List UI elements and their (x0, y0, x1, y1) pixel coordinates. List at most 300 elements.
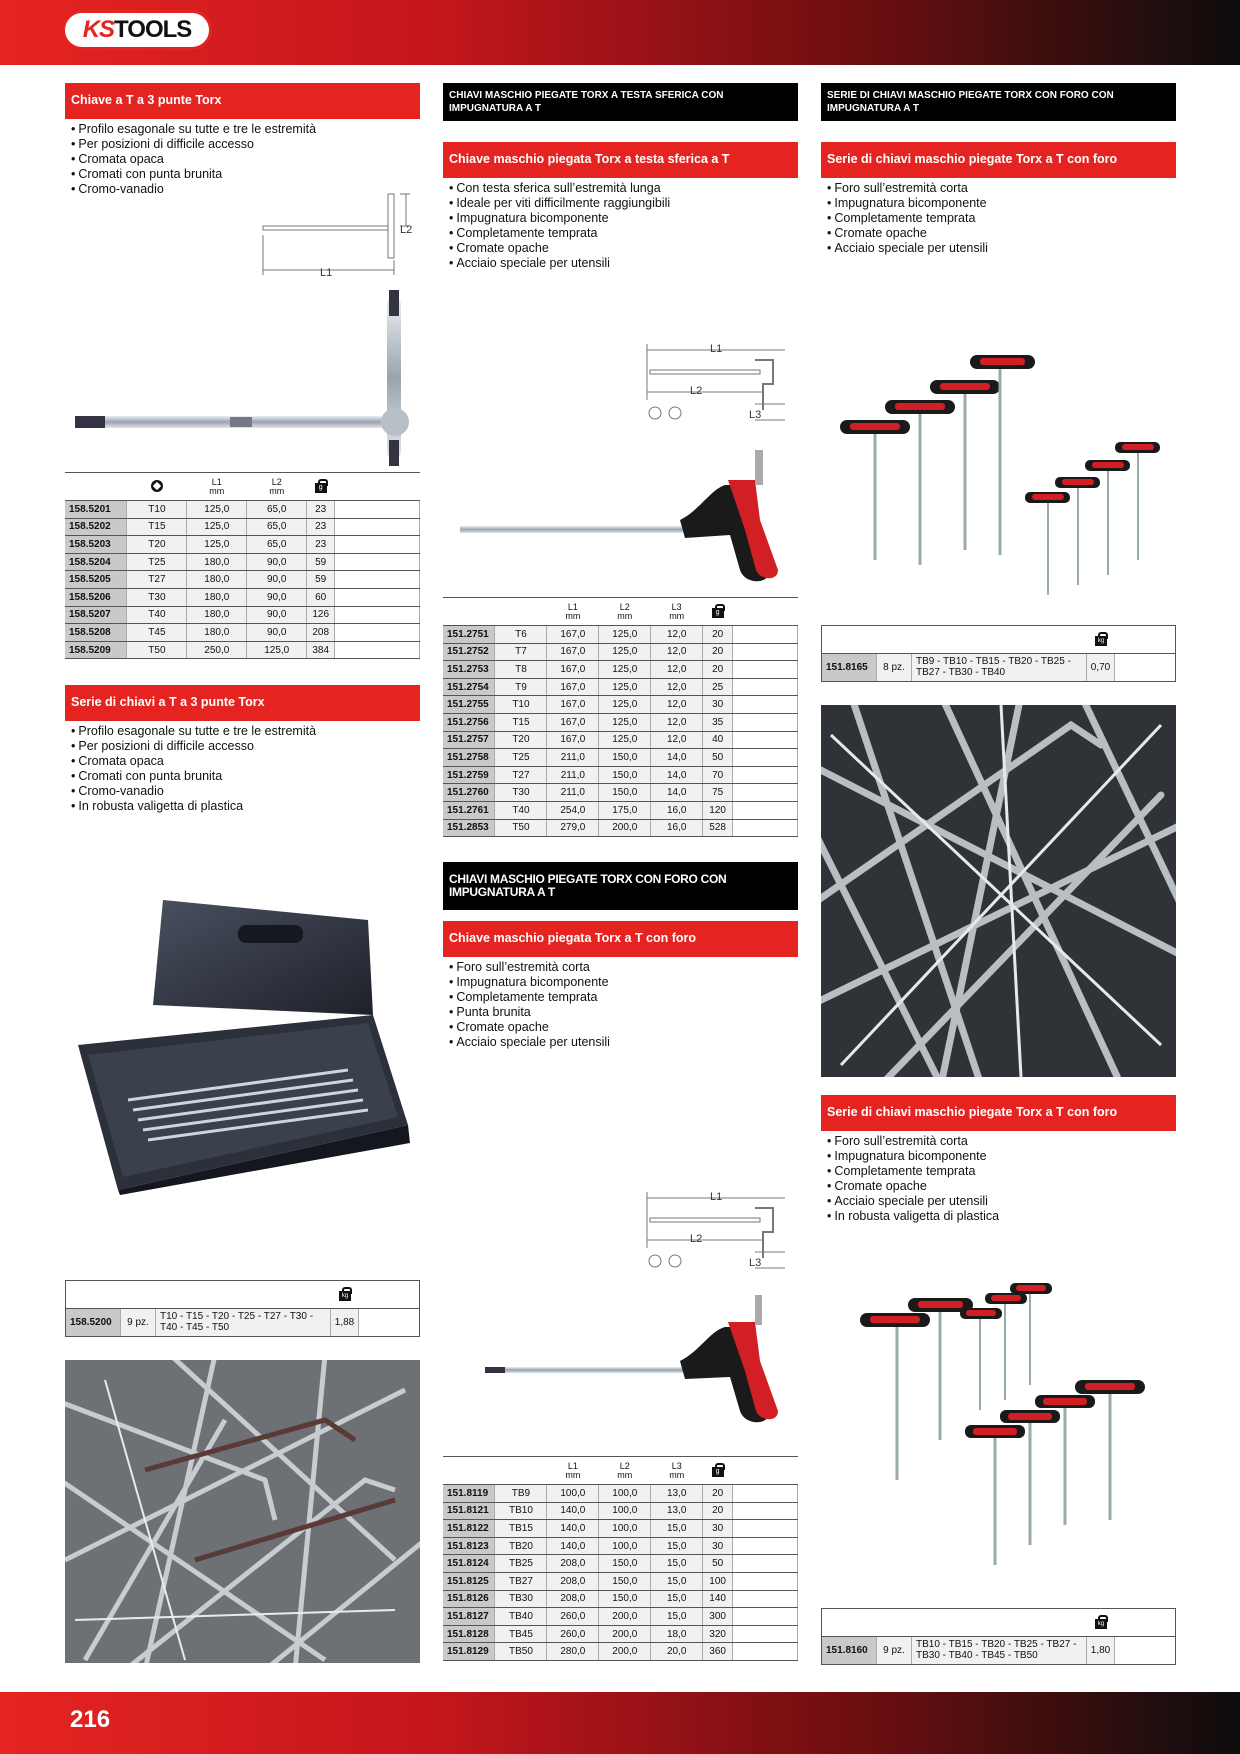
column-header-l2: L2 mm (599, 598, 651, 626)
table-cell: 70 (703, 766, 733, 784)
table-cell: 12,0 (651, 731, 703, 749)
table-cell: 140,0 (547, 1520, 599, 1538)
diagram-label-l3: L3 (749, 409, 762, 421)
feature-item: • Acciaio speciale per utensili (827, 241, 1177, 256)
table-cell: 15,0 (651, 1520, 703, 1538)
table-cell: 100 (703, 1572, 733, 1590)
table-cell: 20 (703, 1485, 733, 1503)
feature-item: • Cromata opaca (71, 754, 421, 769)
feature-list (827, 1134, 1177, 1224)
table-cell: 100,0 (599, 1485, 651, 1503)
table-cell: T27 (495, 766, 547, 784)
table-cell: TB40 (495, 1608, 547, 1626)
spec-table (443, 597, 798, 837)
table-row (65, 536, 420, 554)
table-cell: 167,0 (547, 713, 599, 731)
feature-item: • Completamente temprata (827, 1164, 1177, 1179)
article-code: 151.8160 (822, 1637, 877, 1664)
table-cell: T15 (127, 518, 187, 536)
header-bar (0, 0, 1240, 65)
table-cell: 18,0 (651, 1625, 703, 1643)
table-cell: T50 (495, 819, 547, 837)
table-cell: 120 (703, 801, 733, 819)
table-cell: 15,0 (651, 1608, 703, 1626)
article-code: 158.5201 (65, 501, 127, 519)
table-cell: 150,0 (599, 749, 651, 767)
table-cell: 125,0 (599, 713, 651, 731)
table-cell: 125,0 (599, 661, 651, 679)
set-table (821, 1608, 1176, 1665)
table-cell: 20 (703, 1502, 733, 1520)
feature-item: • Punta brunita (449, 1005, 799, 1020)
table-cell: T25 (127, 553, 187, 571)
table-cell: T25 (495, 749, 547, 767)
table-cell: 260,0 (547, 1608, 599, 1626)
table-cell: 20 (703, 661, 733, 679)
table-cell: TB15 (495, 1520, 547, 1538)
table-cell: 25 (703, 678, 733, 696)
table-cell: T40 (127, 606, 187, 624)
article-code: 151.8125 (443, 1572, 495, 1590)
table-cell: 167,0 (547, 626, 599, 644)
diagram-label-l3: L3 (749, 1257, 762, 1269)
diagram-label-l1: L1 (710, 343, 723, 355)
group-header: CHIAVI MASCHIO PIEGATE TORX CON FORO CON IMPUGNATURA A T (443, 862, 798, 910)
article-code: 151.2754 (443, 678, 495, 696)
feature-item: • Foro sull’estremità corta (827, 1134, 1177, 1149)
article-code: 151.2757 (443, 731, 495, 749)
weight-icon (712, 1463, 724, 1477)
article-code: 158.5207 (65, 606, 127, 624)
spec-table (443, 1456, 798, 1661)
product-photo-key-set (830, 350, 1170, 600)
feature-item: • Impugnatura bicomponente (449, 975, 799, 990)
feature-item: • Con testa sferica sull’estremità lunga (449, 181, 799, 196)
feature-item: • Impugnatura bicomponente (449, 211, 799, 226)
section-title: Serie di chiavi maschio piegate Torx a T con foro (821, 1095, 1176, 1131)
table-cell: 15,0 (651, 1572, 703, 1590)
article-code: 151.2853 (443, 819, 495, 837)
article-code: 151.2756 (443, 713, 495, 731)
feature-list (71, 724, 421, 814)
table-row (443, 1537, 798, 1555)
table-cell: 180,0 (187, 571, 247, 589)
article-code: 151.8122 (443, 1520, 495, 1538)
torx-column-header (127, 473, 187, 501)
table-cell: 100,0 (599, 1502, 651, 1520)
table-cell: 125,0 (599, 643, 651, 661)
table-cell: 90,0 (247, 606, 307, 624)
table-cell: 360 (703, 1643, 733, 1661)
table-cell: 65,0 (247, 501, 307, 519)
dimension-diagram (645, 340, 795, 430)
diagram-label-l1: L1 (710, 1191, 723, 1203)
table-cell: 208 (307, 624, 335, 642)
column-header-l3: L3 mm (651, 1457, 703, 1485)
table-cell: 12,0 (651, 713, 703, 731)
feature-item: • Foro sull’estremità corta (827, 181, 1177, 196)
article-code: 151.8123 (443, 1537, 495, 1555)
table-cell: 16,0 (651, 819, 703, 837)
table-row (443, 696, 798, 714)
article-code: 151.2760 (443, 784, 495, 802)
table-cell: T15 (495, 713, 547, 731)
table-cell: 208,0 (547, 1555, 599, 1573)
product-photo-t-handle-ball (460, 450, 800, 590)
article-code: 151.2755 (443, 696, 495, 714)
column-header-l1: L1 mm (187, 473, 247, 501)
feature-item: • Cromata opaca (71, 152, 421, 167)
feature-item: • Profilo esagonale su tutte e tre le estremità (71, 724, 421, 739)
table-cell: T45 (127, 624, 187, 642)
table-row (443, 1485, 798, 1503)
table-row (443, 731, 798, 749)
product-photo-t-handle-hole (485, 1295, 795, 1430)
table-cell: 90,0 (247, 588, 307, 606)
table-cell: T10 (127, 501, 187, 519)
table-cell: TB25 (495, 1555, 547, 1573)
table-cell: 280,0 (547, 1643, 599, 1661)
set-table (821, 625, 1176, 682)
set-weight: 1,88 (331, 1309, 359, 1336)
table-row (65, 624, 420, 642)
column-header-l2: L2 mm (247, 473, 307, 501)
brand-logo-part2: TOOLS (114, 16, 192, 43)
table-cell: 23 (307, 536, 335, 554)
product-photo-case (68, 895, 418, 1195)
product-photo-key-set (845, 1280, 1175, 1570)
table-row (443, 766, 798, 784)
table-row (65, 553, 420, 571)
table-row (443, 801, 798, 819)
table-cell: 175,0 (599, 801, 651, 819)
table-cell: 260,0 (547, 1625, 599, 1643)
feature-item: • Cromate opache (827, 1179, 1177, 1194)
table-cell: 167,0 (547, 643, 599, 661)
table-cell: 90,0 (247, 624, 307, 642)
table-cell: 14,0 (651, 749, 703, 767)
group-header: CHIAVI MASCHIO PIEGATE TORX A TESTA SFERICA CON IMPUGNATURA A T (443, 83, 798, 121)
article-code: 158.5206 (65, 588, 127, 606)
table-row (443, 1572, 798, 1590)
article-code: 151.8119 (443, 1485, 495, 1503)
article-code: 158.5208 (65, 624, 127, 642)
article-code: 151.8121 (443, 1502, 495, 1520)
table-cell: 125,0 (599, 626, 651, 644)
table-cell: 254,0 (547, 801, 599, 819)
dimension-diagram (645, 1188, 795, 1278)
table-cell: 75 (703, 784, 733, 802)
table-row (443, 713, 798, 731)
feature-list (449, 181, 799, 271)
article-code: 158.5209 (65, 641, 127, 659)
table-cell: 167,0 (547, 731, 599, 749)
table-row (443, 1608, 798, 1626)
feature-list (71, 122, 421, 197)
torx-profile-icon (151, 480, 163, 492)
article-code: 151.8124 (443, 1555, 495, 1573)
table-cell: 279,0 (547, 819, 599, 837)
diagram-label-l2: L2 (690, 1233, 703, 1245)
table-row (443, 1625, 798, 1643)
table-row (443, 1520, 798, 1538)
column-header-l1: L1 mm (547, 1457, 599, 1485)
table-cell: T30 (495, 784, 547, 802)
group-header: SERIE DI CHIAVI MASCHIO PIEGATE TORX CON FORO CON IMPUGNATURA A T (821, 83, 1176, 121)
set-weight: 1,80 (1087, 1637, 1115, 1664)
weight-icon (315, 479, 327, 493)
table-cell: 50 (703, 749, 733, 767)
table-cell: TB9 (495, 1485, 547, 1503)
table-cell: 200,0 (599, 1608, 651, 1626)
article-code: 158.5200 (66, 1309, 121, 1336)
table-cell: 12,0 (651, 626, 703, 644)
article-code: 151.8165 (822, 654, 877, 681)
table-cell: 150,0 (599, 766, 651, 784)
article-code: 151.8127 (443, 1608, 495, 1626)
feature-item: • Completamente temprata (449, 990, 799, 1005)
feature-item: • In robusta valigetta di plastica (827, 1209, 1177, 1224)
table-cell: T7 (495, 643, 547, 661)
table-row (443, 643, 798, 661)
feature-item: • Per posizioni di difficile accesso (71, 137, 421, 152)
feature-item: • Cromate opache (827, 226, 1177, 241)
table-row (443, 1643, 798, 1661)
table-cell: 200,0 (599, 819, 651, 837)
feature-item: • Cromati con punta brunita (71, 167, 421, 182)
table-cell: 15,0 (651, 1590, 703, 1608)
table-cell: T40 (495, 801, 547, 819)
table-cell: TB10 (495, 1502, 547, 1520)
spec-table (65, 472, 420, 659)
table-cell: 100,0 (547, 1485, 599, 1503)
table-cell: T50 (127, 641, 187, 659)
table-cell: 15,0 (651, 1555, 703, 1573)
diagram-label-l2: L2 (690, 385, 703, 397)
table-row (443, 1555, 798, 1573)
table-cell: 12,0 (651, 678, 703, 696)
table-cell: 59 (307, 571, 335, 589)
table-cell: 167,0 (547, 678, 599, 696)
feature-item: • Foro sull’estremità corta (449, 960, 799, 975)
table-cell: T20 (495, 731, 547, 749)
table-cell: T30 (127, 588, 187, 606)
table-row (443, 749, 798, 767)
table-cell: 528 (703, 819, 733, 837)
table-cell: T9 (495, 678, 547, 696)
feature-item: • Cromati con punta brunita (71, 769, 421, 784)
table-cell: T20 (127, 536, 187, 554)
table-cell: 14,0 (651, 784, 703, 802)
table-cell: 14,0 (651, 766, 703, 784)
table-cell: 125,0 (599, 696, 651, 714)
table-row (65, 501, 420, 519)
table-row (65, 571, 420, 589)
table-row (443, 1502, 798, 1520)
piece-count: 9 pz. (121, 1309, 156, 1336)
table-cell: 90,0 (247, 571, 307, 589)
table-cell: 13,0 (651, 1502, 703, 1520)
table-cell: 60 (307, 588, 335, 606)
weight-column-header (307, 473, 335, 501)
weight-icon (712, 604, 724, 618)
table-cell: 384 (307, 641, 335, 659)
table-cell: 12,0 (651, 661, 703, 679)
weight-icon (1095, 1615, 1107, 1629)
table-cell: 180,0 (187, 588, 247, 606)
table-cell: 140 (703, 1590, 733, 1608)
article-code: 151.2753 (443, 661, 495, 679)
section-title: Serie di chiavi a T a 3 punte Torx (65, 685, 420, 721)
table-cell: 100,0 (599, 1520, 651, 1538)
footer-bar (0, 1692, 1240, 1754)
feature-item: • Completamente temprata (449, 226, 799, 241)
set-table (65, 1280, 420, 1337)
table-row (65, 588, 420, 606)
table-cell: 16,0 (651, 801, 703, 819)
table-cell: 250,0 (187, 641, 247, 659)
table-cell: 125,0 (247, 641, 307, 659)
weight-column-header (703, 1457, 733, 1485)
table-cell: 30 (703, 1520, 733, 1538)
table-cell: 150,0 (599, 1590, 651, 1608)
section-title: Chiave maschio piegata Torx a testa sferica a T (443, 142, 798, 178)
table-cell: 20,0 (651, 1643, 703, 1661)
table-cell: 300 (703, 1608, 733, 1626)
weight-icon (339, 1287, 351, 1301)
table-cell: 20 (703, 643, 733, 661)
table-cell: TB50 (495, 1643, 547, 1661)
feature-item: • Ideale per viti difficilmente raggiungibili (449, 196, 799, 211)
table-row (65, 518, 420, 536)
table-cell: TB45 (495, 1625, 547, 1643)
table-cell: 90,0 (247, 553, 307, 571)
table-cell: 65,0 (247, 536, 307, 554)
table-cell: 125,0 (187, 501, 247, 519)
section-title: Serie di chiavi maschio piegate Torx a T con foro (821, 142, 1176, 178)
table-cell: 35 (703, 713, 733, 731)
feature-item: • In robusta valigetta di plastica (71, 799, 421, 814)
table-row (443, 819, 798, 837)
table-cell: 13,0 (651, 1485, 703, 1503)
table-cell: 167,0 (547, 696, 599, 714)
table-cell: T6 (495, 626, 547, 644)
column-header-l2: L2 mm (599, 1457, 651, 1485)
feature-item: • Acciaio speciale per utensili (449, 256, 799, 271)
feature-item: • Profilo esagonale su tutte e tre le estremità (71, 122, 421, 137)
diagram-label-l2: L2 (400, 224, 413, 236)
table-row (443, 678, 798, 696)
table-cell: 23 (307, 518, 335, 536)
table-cell: 12,0 (651, 696, 703, 714)
article-code: 151.2758 (443, 749, 495, 767)
table-cell: 30 (703, 1537, 733, 1555)
table-cell: 167,0 (547, 661, 599, 679)
article-code: 151.8129 (443, 1643, 495, 1661)
table-cell: 211,0 (547, 766, 599, 784)
article-code: 158.5203 (65, 536, 127, 554)
feature-item: • Cromate opache (449, 1020, 799, 1035)
size-list: TB10 - TB15 - TB20 - TB25 - TB27 - TB30 - TB40 - TB45 - TB50 (912, 1637, 1087, 1664)
table-cell: 40 (703, 731, 733, 749)
table-cell: 150,0 (599, 1572, 651, 1590)
table-row (65, 606, 420, 624)
product-photo-bulk-keys (65, 1360, 420, 1663)
product-photo-bulk-keys (821, 705, 1176, 1077)
table-cell: 50 (703, 1555, 733, 1573)
table-cell: TB20 (495, 1537, 547, 1555)
feature-item: • Per posizioni di difficile accesso (71, 739, 421, 754)
article-code: 158.5202 (65, 518, 127, 536)
table-cell: 20 (703, 626, 733, 644)
feature-item: • Acciaio speciale per utensili (449, 1035, 799, 1050)
weight-column-header (703, 598, 733, 626)
column-header-l1: L1 mm (547, 598, 599, 626)
size-list: TB9 - TB10 - TB15 - TB20 - TB25 - TB27 - TB30 - TB40 (912, 654, 1087, 681)
feature-item: • Cromo-vanadio (71, 182, 421, 197)
table-cell: T27 (127, 571, 187, 589)
size-list: T10 - T15 - T20 - T25 - T27 - T30 - T40 - T45 - T50 (156, 1309, 331, 1336)
table-cell: TB30 (495, 1590, 547, 1608)
table-cell: 59 (307, 553, 335, 571)
table-cell: 12,0 (651, 643, 703, 661)
page-number: 216 (70, 1706, 111, 1733)
table-cell: 180,0 (187, 606, 247, 624)
table-cell: 320 (703, 1625, 733, 1643)
table-cell: 140,0 (547, 1537, 599, 1555)
section-title: Chiave maschio piegata Torx a T con foro (443, 921, 798, 957)
table-cell: TB27 (495, 1572, 547, 1590)
table-cell: 200,0 (599, 1643, 651, 1661)
diagram-label-l1: L1 (320, 267, 333, 279)
brand-logo-part1: KS (82, 16, 115, 43)
table-cell: 30 (703, 696, 733, 714)
feature-item: • Impugnatura bicomponente (827, 196, 1177, 211)
table-cell: 180,0 (187, 624, 247, 642)
table-cell: 65,0 (247, 518, 307, 536)
table-cell: 208,0 (547, 1572, 599, 1590)
table-cell: 150,0 (599, 1555, 651, 1573)
feature-list (449, 960, 799, 1050)
article-code: 151.2751 (443, 626, 495, 644)
table-cell: 211,0 (547, 784, 599, 802)
piece-count: 9 pz. (877, 1637, 912, 1664)
brand-logo[interactable] (62, 10, 212, 50)
article-code: 151.2761 (443, 801, 495, 819)
table-row (65, 641, 420, 659)
table-cell: 150,0 (599, 784, 651, 802)
dimension-diagram (260, 190, 420, 280)
article-code: 151.8126 (443, 1590, 495, 1608)
table-cell: 211,0 (547, 749, 599, 767)
article-code: 158.5205 (65, 571, 127, 589)
table-cell: 140,0 (547, 1502, 599, 1520)
table-row (443, 661, 798, 679)
table-cell: 125,0 (599, 731, 651, 749)
table-cell: 200,0 (599, 1625, 651, 1643)
feature-item: • Cromate opache (449, 241, 799, 256)
feature-item: • Acciaio speciale per utensili (827, 1194, 1177, 1209)
feature-item: • Completamente temprata (827, 211, 1177, 226)
table-cell: T8 (495, 661, 547, 679)
table-row (443, 784, 798, 802)
feature-list (827, 181, 1177, 256)
product-photo-t-key (75, 290, 415, 470)
table-cell: 180,0 (187, 553, 247, 571)
feature-item: • Cromo-vanadio (71, 784, 421, 799)
table-cell: 23 (307, 501, 335, 519)
section-title: Chiave a T a 3 punte Torx (65, 83, 420, 119)
